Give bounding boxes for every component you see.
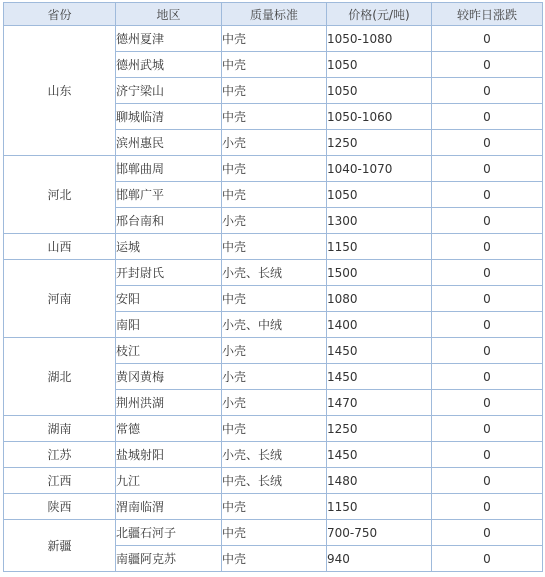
change-cell: 0	[432, 208, 543, 234]
region-cell: 开封尉氏	[116, 260, 222, 286]
change-cell: 0	[432, 182, 543, 208]
price-table	[3, 2, 543, 572]
change-cell: 0	[432, 156, 543, 182]
province-cell: 江西	[4, 468, 116, 494]
table-row	[4, 520, 543, 546]
price-cell: 1050-1060	[327, 104, 432, 130]
region-cell: 荆州洪湖	[116, 390, 222, 416]
change-cell: 0	[432, 312, 543, 338]
table-body	[4, 26, 543, 572]
table-row	[4, 416, 543, 442]
price-cell: 1400	[327, 312, 432, 338]
price-cell: 700-750	[327, 520, 432, 546]
table-row	[4, 494, 543, 520]
change-cell: 0	[432, 520, 543, 546]
province-cell: 山西	[4, 234, 116, 260]
change-cell: 0	[432, 286, 543, 312]
price-cell: 1050	[327, 78, 432, 104]
header-row	[4, 3, 543, 26]
region-cell: 南阳	[116, 312, 222, 338]
change-cell: 0	[432, 442, 543, 468]
region-cell: 盐城射阳	[116, 442, 222, 468]
quality-cell: 中壳	[222, 52, 327, 78]
price-cell: 1050	[327, 182, 432, 208]
province-cell: 新疆	[4, 520, 116, 572]
quality-cell: 中壳、长绒	[222, 468, 327, 494]
quality-cell: 中壳	[222, 78, 327, 104]
change-cell: 0	[432, 52, 543, 78]
region-cell: 黄冈黄梅	[116, 364, 222, 390]
table-row	[4, 338, 543, 364]
quality-cell: 小壳、中绒	[222, 312, 327, 338]
region-cell: 南疆阿克苏	[116, 546, 222, 572]
region-cell: 德州武城	[116, 52, 222, 78]
header-change: 较昨日涨跌	[432, 3, 543, 26]
header-price: 价格(元/吨)	[327, 3, 432, 26]
region-cell: 邯郸曲周	[116, 156, 222, 182]
header-region: 地区	[116, 3, 222, 26]
quality-cell: 小壳	[222, 364, 327, 390]
price-cell: 1470	[327, 390, 432, 416]
quality-cell: 中壳	[222, 286, 327, 312]
region-cell: 邯郸广平	[116, 182, 222, 208]
change-cell: 0	[432, 26, 543, 52]
table-row	[4, 26, 543, 52]
quality-cell: 中壳	[222, 26, 327, 52]
quality-cell: 中壳	[222, 520, 327, 546]
price-cell: 1150	[327, 234, 432, 260]
region-cell: 济宁梁山	[116, 78, 222, 104]
change-cell: 0	[432, 364, 543, 390]
header-province: 省份	[4, 3, 116, 26]
quality-cell: 中壳	[222, 234, 327, 260]
region-cell: 聊城临清	[116, 104, 222, 130]
region-cell: 九江	[116, 468, 222, 494]
table-row	[4, 468, 543, 494]
price-cell: 1040-1070	[327, 156, 432, 182]
price-cell: 1050-1080	[327, 26, 432, 52]
quality-cell: 中壳	[222, 104, 327, 130]
province-cell: 山东	[4, 26, 116, 156]
province-cell: 湖南	[4, 416, 116, 442]
change-cell: 0	[432, 130, 543, 156]
region-cell: 德州夏津	[116, 26, 222, 52]
change-cell: 0	[432, 546, 543, 572]
price-cell: 1250	[327, 130, 432, 156]
quality-cell: 小壳、长绒	[222, 260, 327, 286]
region-cell: 北疆石河子	[116, 520, 222, 546]
quality-cell: 小壳	[222, 208, 327, 234]
table-row	[4, 442, 543, 468]
price-cell: 1300	[327, 208, 432, 234]
change-cell: 0	[432, 468, 543, 494]
change-cell: 0	[432, 416, 543, 442]
header-quality: 质量标准	[222, 3, 327, 26]
region-cell: 运城	[116, 234, 222, 260]
price-cell: 1050	[327, 52, 432, 78]
price-cell: 1500	[327, 260, 432, 286]
quality-cell: 小壳	[222, 130, 327, 156]
table-row	[4, 260, 543, 286]
province-cell: 河南	[4, 260, 116, 338]
price-cell: 940	[327, 546, 432, 572]
table-row	[4, 156, 543, 182]
quality-cell: 小壳	[222, 390, 327, 416]
quality-cell: 中壳	[222, 546, 327, 572]
price-cell: 1080	[327, 286, 432, 312]
change-cell: 0	[432, 234, 543, 260]
province-cell: 河北	[4, 156, 116, 234]
province-cell: 陕西	[4, 494, 116, 520]
change-cell: 0	[432, 104, 543, 130]
quality-cell: 小壳	[222, 338, 327, 364]
province-cell: 江苏	[4, 442, 116, 468]
province-cell: 湖北	[4, 338, 116, 416]
quality-cell: 中壳	[222, 494, 327, 520]
price-cell: 1450	[327, 338, 432, 364]
change-cell: 0	[432, 494, 543, 520]
change-cell: 0	[432, 78, 543, 104]
table-row	[4, 234, 543, 260]
price-cell: 1450	[327, 364, 432, 390]
change-cell: 0	[432, 338, 543, 364]
region-cell: 滨州惠民	[116, 130, 222, 156]
region-cell: 安阳	[116, 286, 222, 312]
change-cell: 0	[432, 390, 543, 416]
price-cell: 1450	[327, 442, 432, 468]
quality-cell: 小壳、长绒	[222, 442, 327, 468]
price-cell: 1480	[327, 468, 432, 494]
region-cell: 常德	[116, 416, 222, 442]
region-cell: 邢台南和	[116, 208, 222, 234]
price-cell: 1150	[327, 494, 432, 520]
region-cell: 枝江	[116, 338, 222, 364]
quality-cell: 中壳	[222, 182, 327, 208]
quality-cell: 中壳	[222, 156, 327, 182]
quality-cell: 中壳	[222, 416, 327, 442]
region-cell: 渭南临渭	[116, 494, 222, 520]
price-cell: 1250	[327, 416, 432, 442]
change-cell: 0	[432, 260, 543, 286]
